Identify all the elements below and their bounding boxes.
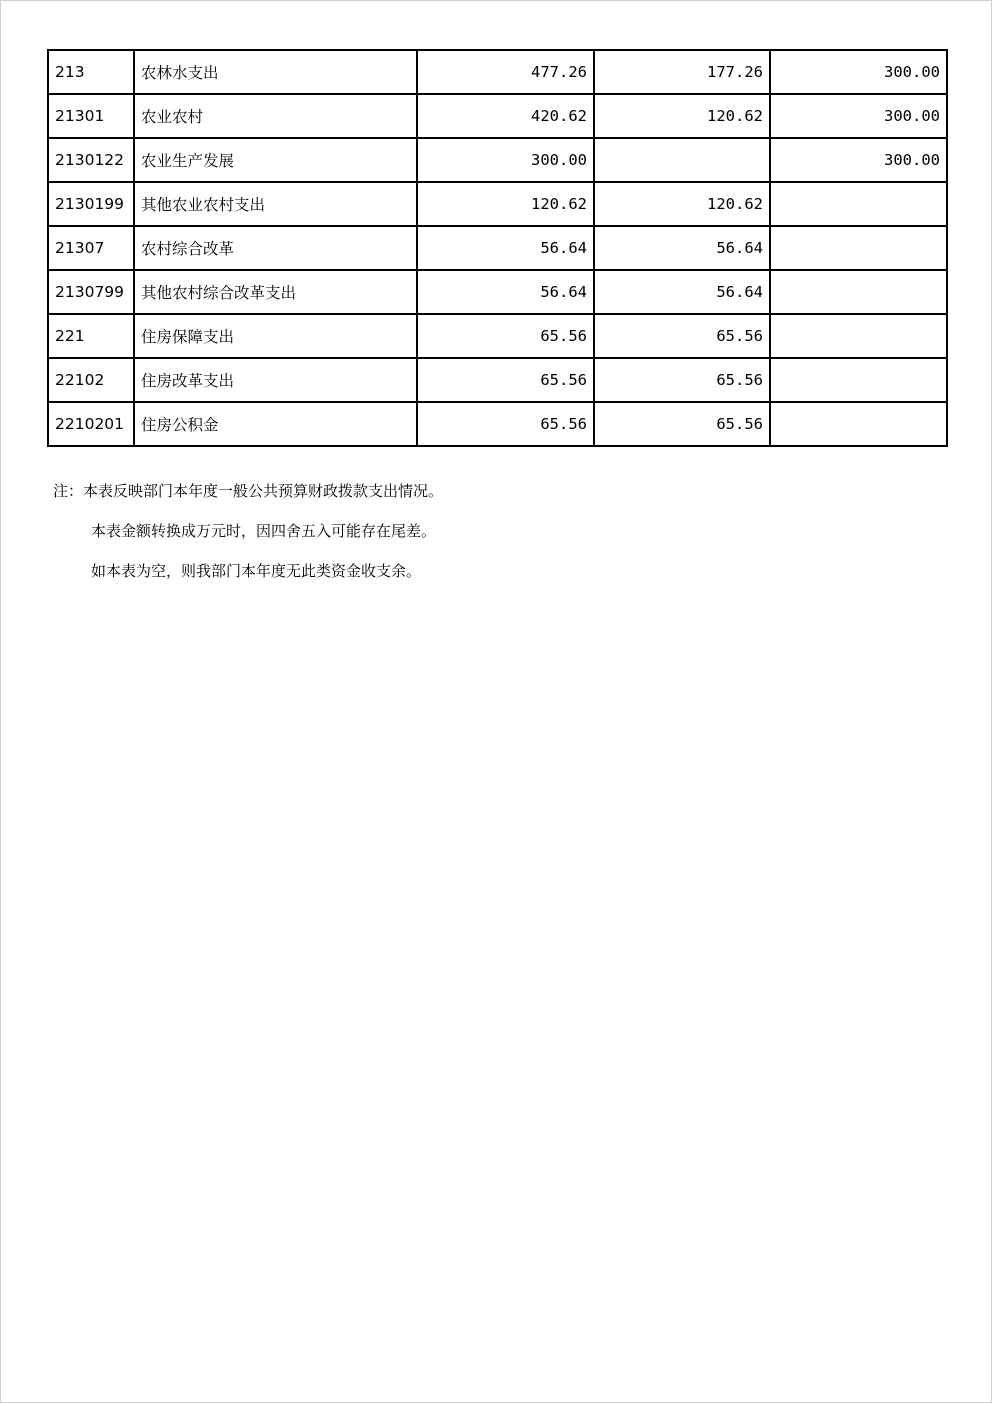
total-amount: 56.64 (417, 270, 594, 314)
subject-code: 2130122 (48, 138, 134, 182)
table-row (48, 138, 947, 182)
basic-expenditure: 65.56 (594, 358, 770, 402)
project-expenditure (770, 270, 947, 314)
table-row (48, 94, 947, 138)
subject-name: 农村综合改革 (134, 226, 417, 270)
basic-expenditure: 120.62 (594, 94, 770, 138)
note-line-1: 注：本表反映部门本年度一般公共预算财政拨款支出情况。 (53, 482, 444, 500)
table-notes (53, 471, 443, 591)
basic-expenditure: 120.62 (594, 182, 770, 226)
subject-name: 农林水支出 (134, 50, 417, 94)
subject-code: 21307 (48, 226, 134, 270)
subject-name: 住房改革支出 (134, 358, 417, 402)
table-row (48, 270, 947, 314)
basic-expenditure: 56.64 (594, 226, 770, 270)
table-row (48, 314, 947, 358)
subject-code: 2130799 (48, 270, 134, 314)
project-expenditure (770, 226, 947, 270)
project-expenditure (770, 314, 947, 358)
subject-code: 213 (48, 50, 134, 94)
total-amount: 477.26 (417, 50, 594, 94)
subject-name: 住房公积金 (134, 402, 417, 446)
basic-expenditure: 65.56 (594, 402, 770, 446)
project-expenditure: 300.00 (770, 138, 947, 182)
basic-expenditure (594, 138, 770, 182)
project-expenditure (770, 402, 947, 446)
total-amount: 65.56 (417, 314, 594, 358)
subject-code: 21301 (48, 94, 134, 138)
subject-code: 2130199 (48, 182, 134, 226)
budget-expenditure-table (47, 49, 948, 447)
subject-name: 其他农村综合改革支出 (134, 270, 417, 314)
basic-expenditure: 177.26 (594, 50, 770, 94)
total-amount: 65.56 (417, 358, 594, 402)
total-amount: 120.62 (417, 182, 594, 226)
note-line-2: 本表金额转换成万元时，因四舍五入可能存在尾差。 (91, 522, 437, 540)
subject-code: 22102 (48, 358, 134, 402)
table-row (48, 50, 947, 94)
table-row (48, 182, 947, 226)
subject-code: 2210201 (48, 402, 134, 446)
project-expenditure: 300.00 (770, 94, 947, 138)
subject-name: 农业生产发展 (134, 138, 417, 182)
project-expenditure: 300.00 (770, 50, 947, 94)
project-expenditure (770, 358, 947, 402)
subject-name: 其他农业农村支出 (134, 182, 417, 226)
subject-name: 农业农村 (134, 94, 417, 138)
basic-expenditure: 65.56 (594, 314, 770, 358)
subject-code: 221 (48, 314, 134, 358)
basic-expenditure: 56.64 (594, 270, 770, 314)
table-row (48, 226, 947, 270)
subject-name: 住房保障支出 (134, 314, 417, 358)
total-amount: 300.00 (417, 138, 594, 182)
table-row (48, 358, 947, 402)
note-line-3: 如本表为空，则我部门本年度无此类资金收支余。 (91, 562, 422, 580)
project-expenditure (770, 182, 947, 226)
total-amount: 65.56 (417, 402, 594, 446)
total-amount: 56.64 (417, 226, 594, 270)
total-amount: 420.62 (417, 94, 594, 138)
table-row (48, 402, 947, 446)
